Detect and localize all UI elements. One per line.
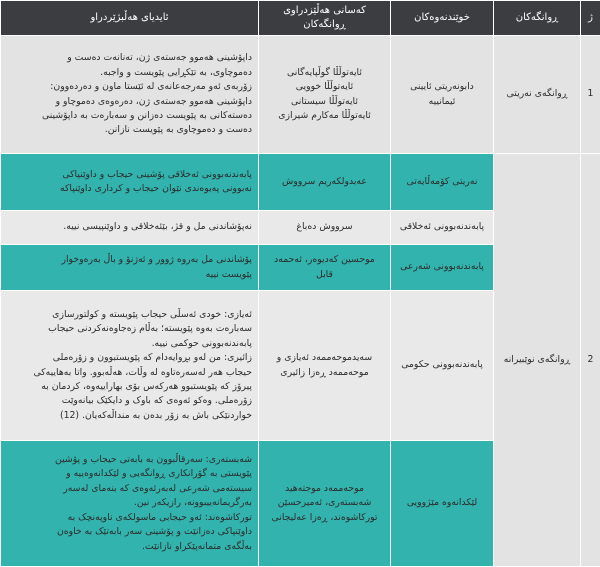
header-proponents: کەسانی هەڵێزدراوی ڕوانگەکان bbox=[259, 1, 391, 36]
position-line: خواردنێکی باش بە زۆر بدەن بە منداڵەکەیان. (12) bbox=[7, 409, 252, 423]
row-number: 2 bbox=[581, 154, 600, 567]
position-line: پۆشاندنی مل بەروە ژوور و ئەژنۆ و باڵ بەرەوخوار bbox=[7, 253, 252, 267]
position-line: بەرگریمانەییبوونە، رازیکەر نین. bbox=[7, 496, 252, 510]
reading-name: نەریتی کۆمەڵایەتی bbox=[391, 154, 494, 211]
header-position: ئایدیای هەڵبژێردراو bbox=[1, 1, 259, 36]
proponent-name: موحەممەد ڕەزا زائیری bbox=[265, 366, 384, 380]
position-line: داپۆشینی هەموو جەستەی ژن، تەنانەت دەست و bbox=[7, 51, 252, 65]
reading-name: پابەندنەبوونی حکومی bbox=[391, 291, 494, 441]
proponent-name: عەبدولکەریم سرووش bbox=[265, 175, 384, 189]
table-row bbox=[1, 154, 600, 211]
proponent-name: شەبستەری، ئەمیرحسێن bbox=[265, 496, 384, 510]
position-line: سەبارەت بەوە پێویستە؛ بەڵام زەجاوەنەکردنی حیجاب bbox=[7, 322, 252, 336]
position-line: حیجاب هەر لەسەرەتاوە لە وڵات، هەڵەبوو. واتا بەهاییەکی bbox=[7, 366, 252, 380]
position-line: بەڵگەی متمانەپێکراو نازانێت. bbox=[7, 540, 252, 554]
header-school: ڕوانگەکان bbox=[494, 1, 581, 36]
reading-name: دابونەریتی ئایینی ئیمانییە bbox=[391, 36, 494, 154]
proponent-name: سەیدموحەممەد ئەیازی و bbox=[265, 351, 384, 365]
proponent-name: ئایەتوڵڵا خوویی bbox=[265, 80, 384, 94]
position-cell bbox=[1, 245, 259, 291]
school-name: ڕوانگەی نوێبیرانە bbox=[494, 154, 581, 567]
position-line: شەبستەری: سەرقاڵبوون بە بابەتی حیجاب و پۆشین bbox=[7, 453, 252, 467]
position-line: زۆربەی ئەو مەرجەعانەی لە ئێستا ماون و دەردەوون: bbox=[7, 80, 252, 94]
reading-name: لێکدانەوە مێژوویی bbox=[391, 441, 494, 567]
proponent-name: تورکاشوەند، ڕەزا عەلیجانی bbox=[265, 511, 384, 525]
reading-name: پابەندنەبوونی ئەخلاقی bbox=[391, 211, 494, 245]
proponents-cell bbox=[259, 291, 391, 441]
position-cell bbox=[1, 36, 259, 154]
position-line: پیرۆز کە پێویستبوو هەرکەس بۆی بهاراییەوە، کردمان بە bbox=[7, 380, 252, 394]
position-line: نەبوونی پەیوەندی نێوان حیجاب و کرداری داوێنپاکە bbox=[7, 182, 252, 196]
header-number: ژ bbox=[581, 1, 600, 36]
proponent-name: ئایەتوڵڵا سیستانی bbox=[265, 95, 384, 109]
position-cell bbox=[1, 291, 259, 441]
proponent-name: ئایەتوڵڵا مەکارم شیرازی bbox=[265, 109, 384, 123]
position-line: داپۆشینی هەموو جەستەی ژن، دەرەوەی دەموچاو و bbox=[7, 95, 252, 109]
position-line: ئەیازی: خودی ئەسڵی حیجاب پێویستە و کولتورسازی bbox=[7, 308, 252, 322]
position-line: پابەندنەبوونی حوکمی نییە. bbox=[7, 337, 252, 351]
header-readings: خوێندنەوەکان bbox=[391, 1, 494, 36]
reading-name: پابەندنەبوونی شەرعی bbox=[391, 245, 494, 291]
position-line: زائیری: من لەو بڕوایەدام کە پێویستبوون و زۆرەملی bbox=[7, 351, 252, 365]
position-line: دەموچاوی، بە تێکڕایی پێویست و واجبە. bbox=[7, 66, 252, 80]
position-line: داوێنپاکی دەزانێت و پۆشینی سەر بابەتێک بە خاوەن bbox=[7, 525, 252, 539]
proponent-name: موحسین کەدیوەر، ئەحمەد bbox=[265, 253, 384, 267]
position-line: پێویست نییە bbox=[7, 268, 252, 282]
proponents-cell bbox=[259, 36, 391, 154]
row-number: 1 bbox=[581, 36, 600, 154]
proponent-name: قابل bbox=[265, 268, 384, 282]
position-line: پابەندنەبوونی ئەخلاقی پۆشینی حیجاب و داوێنپاکی bbox=[7, 168, 252, 182]
proponent-name: ئایەتوڵڵا گوڵپایەگانی bbox=[265, 66, 384, 80]
header-row bbox=[1, 1, 600, 36]
proponents-cell bbox=[259, 245, 391, 291]
table-row bbox=[1, 36, 600, 154]
position-line: نەپۆشاندنی مل و قژ، بێئەخلاقی و داوێنپیسی نییە. bbox=[7, 220, 252, 234]
position-line: سیستەمی شەرعی لەبەرئەوەی کە بنەمای لەسەر bbox=[7, 482, 252, 496]
school-name: ڕوانگەی نەریتی bbox=[494, 36, 581, 154]
proponents-cell bbox=[259, 154, 391, 211]
position-line: دەست و دەموچاوی بە پێویست نازانن. bbox=[7, 123, 252, 137]
position-line: تورکاشوەند: ئەو حیجابی ماسولکەی ناوپەنچک بە bbox=[7, 511, 252, 525]
position-cell bbox=[1, 211, 259, 245]
proponent-name: موحەممەد موجتەهید bbox=[265, 482, 384, 496]
proponent-name: سرووش دەباغ bbox=[265, 220, 384, 234]
position-line: پێویستی بە گۆرانکاری ڕوانگەیی و لێکدانەوەییە و bbox=[7, 467, 252, 481]
position-line: زۆرەملی. وەکو ئەوەی کە باوک و دایکێک بیانەوێت bbox=[7, 394, 252, 408]
position-line: دەستەکانی بە پێویست دەزانن و سەبارەت بە داپۆشینی bbox=[7, 109, 252, 123]
proponents-cell bbox=[259, 441, 391, 567]
position-cell bbox=[1, 441, 259, 567]
position-cell bbox=[1, 154, 259, 211]
proponents-cell bbox=[259, 211, 391, 245]
